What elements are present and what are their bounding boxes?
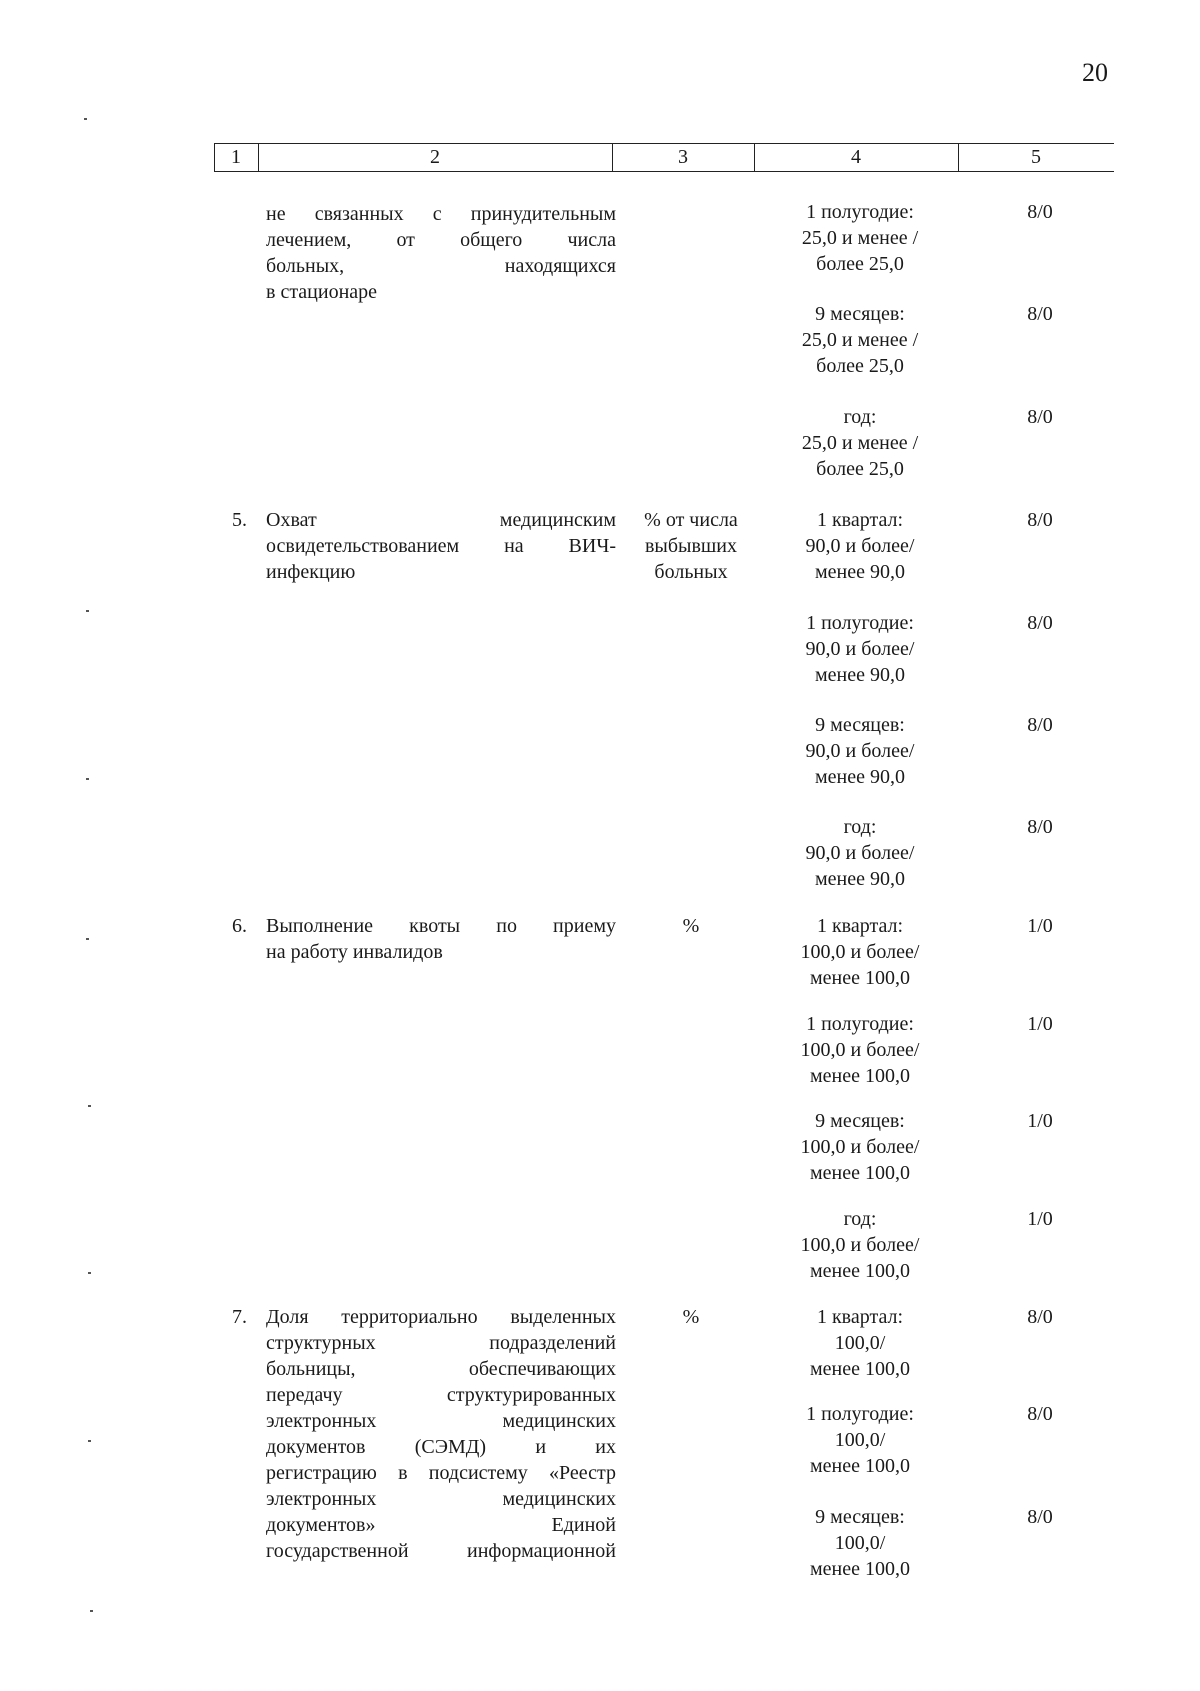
period-cell (760, 814, 960, 892)
period-threshold: более 25,0 (816, 355, 904, 377)
description-line: документов (СЭМД) и их (266, 1436, 616, 1458)
scan-mark (86, 938, 89, 940)
row-unit (628, 913, 754, 939)
period-threshold: 100,0/ (834, 1429, 886, 1451)
score-cell: 8/0 (1027, 1506, 1053, 1528)
column-number-3: 3 (678, 146, 688, 168)
score-cell: 1/0 (1027, 915, 1053, 937)
period-threshold: 100,0 и более/ (800, 1234, 920, 1256)
period-label: 1 полугодие: (806, 612, 914, 634)
unit-line: больных (654, 561, 728, 583)
description-line: лечением, от общего числа (266, 229, 616, 251)
score-cell: 8/0 (1027, 406, 1053, 428)
period-cell (760, 913, 960, 991)
period-threshold: менее 100,0 (810, 1065, 910, 1087)
description-line: в стационаре (266, 281, 378, 303)
period-threshold: менее 100,0 (810, 1260, 910, 1282)
period-cell (760, 1401, 960, 1479)
description-line: больницы, обеспечивающих (266, 1358, 616, 1380)
period-label: год: (843, 816, 877, 838)
period-label: 9 месяцев: (815, 714, 905, 736)
description-line: больных, находящихся (266, 255, 616, 277)
period-threshold: 100,0 и более/ (800, 1136, 920, 1158)
period-cell (760, 507, 960, 585)
description-line: Доля территориально выделенных (266, 1306, 616, 1328)
description-line: государственной информационной (266, 1540, 616, 1562)
period-threshold: менее 90,0 (815, 868, 905, 890)
period-threshold: менее 100,0 (810, 967, 910, 989)
period-threshold: менее 90,0 (815, 766, 905, 788)
period-threshold: менее 90,0 (815, 664, 905, 686)
period-label: год: (843, 406, 877, 428)
row-description (266, 1304, 616, 1564)
scan-mark (86, 610, 89, 612)
header-bottom-rule (214, 171, 1114, 172)
description-line: Охват медицинским (266, 509, 616, 531)
scan-mark (88, 1440, 91, 1442)
unit-line: % (682, 915, 700, 937)
period-label: 1 полугодие: (806, 1403, 914, 1425)
unit-line: % от числа (644, 509, 738, 531)
scan-mark (88, 1105, 91, 1107)
period-label: 1 полугодие: (806, 201, 914, 223)
period-threshold: 90,0 и более/ (805, 740, 915, 762)
unit-line: выбывших (644, 535, 738, 557)
period-threshold: 90,0 и более/ (805, 638, 915, 660)
period-threshold: 25,0 и менее / (801, 432, 919, 454)
period-label: 1 полугодие: (806, 1013, 914, 1035)
column-number-2: 2 (430, 146, 440, 168)
column-number-4: 4 (851, 146, 861, 168)
period-cell (760, 1108, 960, 1186)
description-line: документов» Единой (266, 1514, 616, 1536)
score-cell: 8/0 (1027, 816, 1053, 838)
period-label: 1 квартал: (816, 509, 904, 531)
row-description (266, 913, 616, 965)
description-line: электронных медицинских (266, 1410, 616, 1432)
row-description (266, 507, 616, 585)
period-cell (760, 1304, 960, 1382)
period-threshold: менее 100,0 (810, 1358, 910, 1380)
period-threshold: 25,0 и менее / (801, 329, 919, 351)
period-threshold: более 25,0 (816, 458, 904, 480)
row-number: 5. (232, 509, 247, 531)
row-unit (628, 1304, 754, 1330)
period-threshold: более 25,0 (816, 253, 904, 275)
scan-mark (86, 778, 89, 780)
period-label: 9 месяцев: (815, 1506, 905, 1528)
description-line: электронных медицинских (266, 1488, 616, 1510)
period-cell (760, 610, 960, 688)
period-cell (760, 1206, 960, 1284)
score-cell: 8/0 (1027, 303, 1053, 325)
period-label: 1 квартал: (816, 915, 904, 937)
row-number: 6. (232, 915, 247, 937)
period-threshold: менее 90,0 (815, 561, 905, 583)
period-threshold: 25,0 и менее / (801, 227, 919, 249)
description-line: регистрацию в подсистему «Реестр (266, 1462, 616, 1484)
page-number: 20 (1082, 58, 1108, 87)
period-label: год: (843, 1208, 877, 1230)
period-cell (760, 1504, 960, 1582)
description-line: инфекцию (266, 561, 356, 583)
score-cell: 8/0 (1027, 612, 1053, 634)
row-unit (628, 507, 754, 585)
description-line: структурных подразделений (266, 1332, 616, 1354)
period-cell (760, 301, 960, 379)
score-cell: 8/0 (1027, 1306, 1053, 1328)
column-number-5: 5 (1031, 146, 1041, 168)
period-label: 9 месяцев: (815, 303, 905, 325)
period-threshold: 100,0 и более/ (800, 941, 920, 963)
period-threshold: 90,0 и более/ (805, 535, 915, 557)
description-line: не связанных с принудительным (266, 203, 616, 225)
score-cell: 8/0 (1027, 201, 1053, 223)
scan-mark (88, 1272, 91, 1274)
period-label: 1 квартал: (816, 1306, 904, 1328)
period-cell (760, 712, 960, 790)
description-line: передачу структурированных (266, 1384, 616, 1406)
score-cell: 1/0 (1027, 1208, 1053, 1230)
period-threshold: менее 100,0 (810, 1558, 910, 1580)
period-cell (760, 199, 960, 277)
period-threshold: менее 100,0 (810, 1455, 910, 1477)
score-cell: 8/0 (1027, 509, 1053, 531)
period-threshold: 100,0/ (834, 1332, 886, 1354)
score-cell: 1/0 (1027, 1013, 1053, 1035)
header-top-rule (214, 143, 1114, 144)
score-cell: 1/0 (1027, 1110, 1053, 1132)
scan-mark (90, 1610, 93, 1612)
description-line: освидетельствованием на ВИЧ- (266, 535, 616, 557)
score-cell: 8/0 (1027, 714, 1053, 736)
column-number-1: 1 (231, 146, 241, 168)
period-threshold: 90,0 и более/ (805, 842, 915, 864)
period-threshold: 100,0 и более/ (800, 1039, 920, 1061)
score-cell: 8/0 (1027, 1403, 1053, 1425)
period-label: 9 месяцев: (815, 1110, 905, 1132)
period-cell (760, 404, 960, 482)
row-number: 7. (232, 1306, 247, 1328)
description-line: на работу инвалидов (266, 941, 443, 963)
description-line: Выполнение квоты по приему (266, 915, 616, 937)
period-threshold: менее 100,0 (810, 1162, 910, 1184)
continuation-description (266, 201, 616, 305)
scan-mark (84, 118, 87, 120)
period-cell (760, 1011, 960, 1089)
period-threshold: 100,0/ (834, 1532, 886, 1554)
unit-line: % (682, 1306, 700, 1328)
